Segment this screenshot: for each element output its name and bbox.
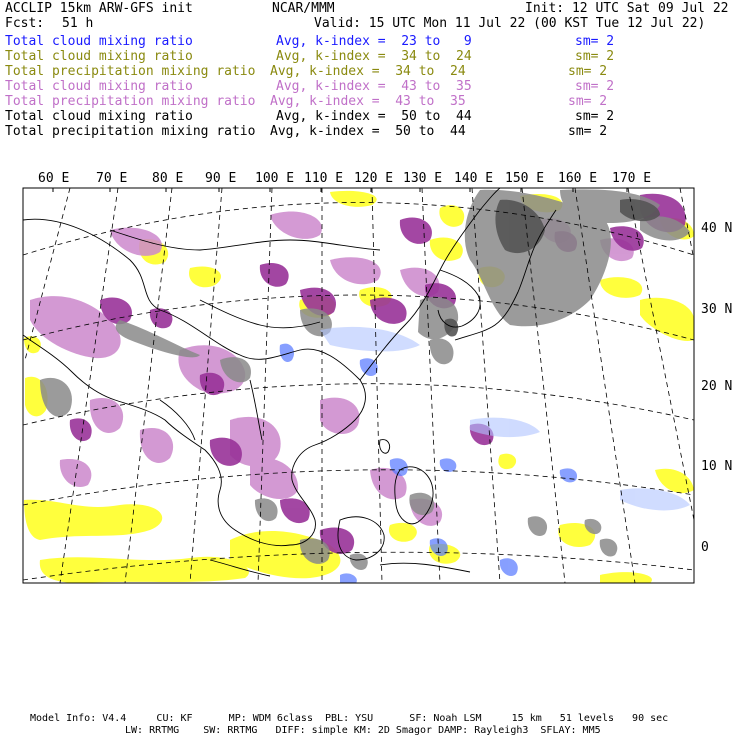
model-title: ACCLIP 15km ARW-GFS init — [5, 1, 193, 16]
field-avg: Avg, k-index = 34 to 24 — [270, 64, 466, 79]
lon-label: 160 E — [558, 171, 598, 186]
lat-label: 10 N — [701, 459, 733, 474]
field-name: Total cloud mixing ratio — [5, 34, 193, 49]
lon-label: 150 E — [505, 171, 545, 186]
field-name: Total precipitation mixing ratio — [5, 94, 256, 109]
field-sm: sm= 2 — [575, 79, 615, 94]
lon-label: 110 E — [304, 171, 344, 186]
field-sm: sm= 2 — [575, 34, 615, 49]
field-avg: Avg, k-index = 43 to 35 — [276, 79, 472, 94]
lon-label: 80 E — [152, 171, 184, 186]
lon-label: 140 E — [454, 171, 494, 186]
field-avg: Avg, k-index = 50 to 44 — [270, 124, 466, 139]
lon-label: 90 E — [205, 171, 237, 186]
field-name: Total cloud mixing ratio — [5, 109, 193, 124]
field-name: Total precipitation mixing ratio — [5, 64, 256, 79]
field-avg: Avg, k-index = 23 to 9 — [276, 34, 472, 49]
field-avg: Avg, k-index = 43 to 35 — [270, 94, 466, 109]
field-name: Total cloud mixing ratio — [5, 49, 193, 64]
forecast-hours: 51 h — [62, 16, 94, 31]
model-info-line1: Model Info: V4.4 CU: KF MP: WDM 6class PBL: YSU SF: Noah LSM 15 km 51 levels 90 sec — [30, 713, 669, 724]
lon-label: 60 E — [38, 171, 70, 186]
lat-label: 20 N — [701, 379, 733, 394]
lat-label: 0 — [701, 540, 709, 555]
field-sm: sm= 2 — [575, 49, 615, 64]
forecast-label: Fcst: — [5, 16, 45, 31]
valid-time: Valid: 15 UTC Mon 11 Jul 22 (00 KST Tue 12 Jul 22) — [314, 16, 706, 31]
model-info-line2: LW: RRTMG SW: RRTMG DIFF: simple KM: 2D Smagor DAMP: Rayleigh3 SFLAY: MM5 — [125, 725, 601, 736]
lat-label: 40 N — [701, 221, 733, 236]
field-sm: sm= 2 — [575, 109, 615, 124]
field-avg: Avg, k-index = 34 to 24 — [276, 49, 472, 64]
field-name: Total precipitation mixing ratio — [5, 124, 256, 139]
field-avg: Avg, k-index = 50 to 44 — [276, 109, 472, 124]
field-sm: sm= 2 — [568, 94, 608, 109]
field-name: Total cloud mixing ratio — [5, 79, 193, 94]
lon-label: 100 E — [255, 171, 295, 186]
lon-label: 70 E — [96, 171, 128, 186]
field-sm: sm= 2 — [568, 124, 608, 139]
lon-label: 170 E — [612, 171, 652, 186]
center-label: NCAR/MMM — [272, 1, 335, 16]
field-sm: sm= 2 — [568, 64, 608, 79]
lon-label: 130 E — [403, 171, 443, 186]
lon-label: 120 E — [354, 171, 394, 186]
lat-label: 30 N — [701, 302, 733, 317]
init-time: Init: 12 UTC Sat 09 Jul 22 — [525, 1, 729, 16]
